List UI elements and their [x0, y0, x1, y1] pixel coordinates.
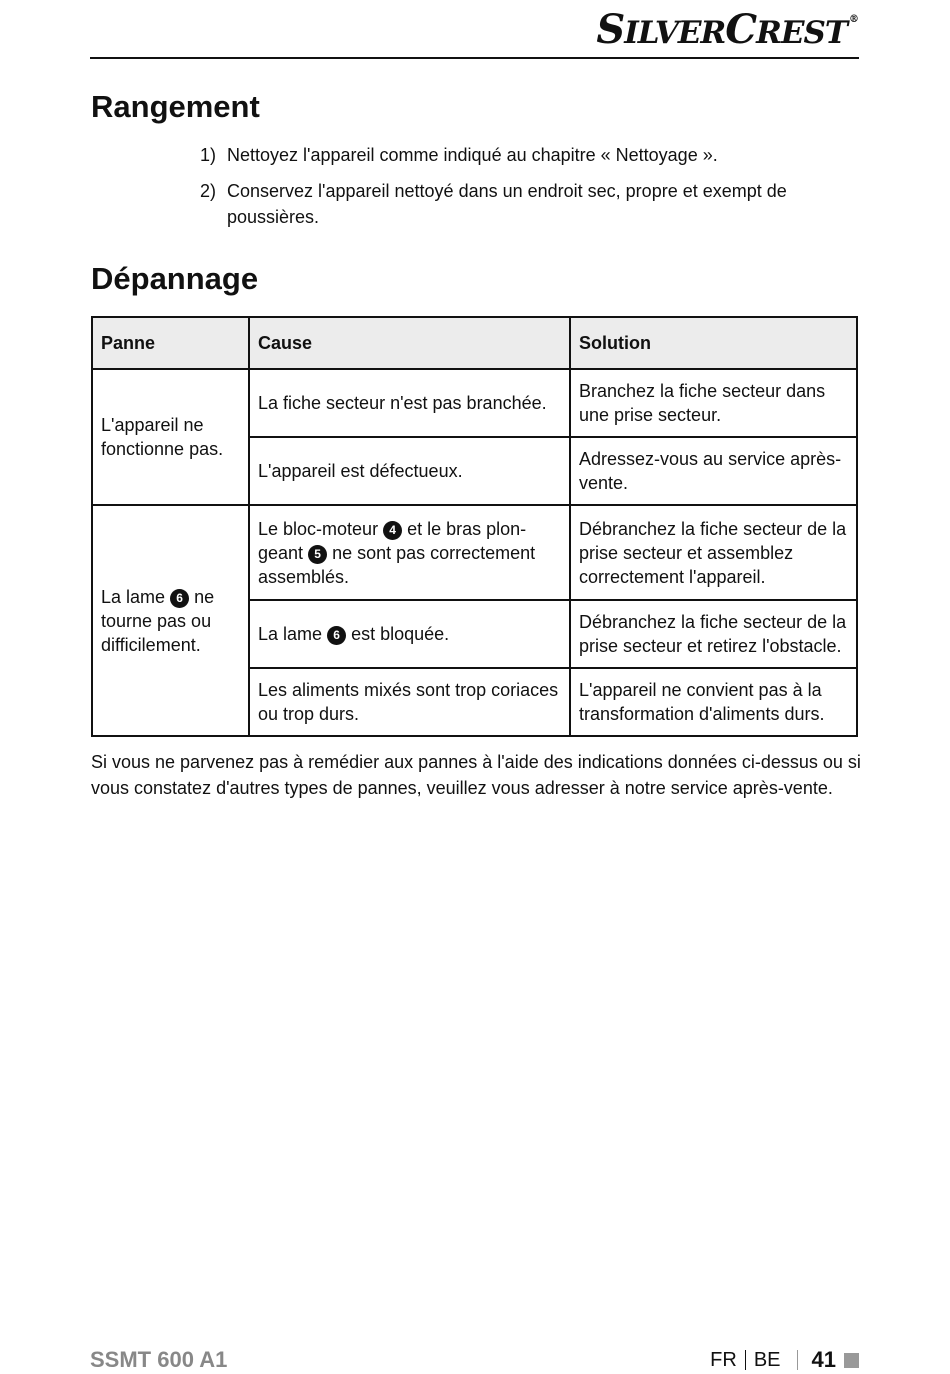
troubleshooting-table — [91, 316, 858, 737]
solution-cell: Débranchez la fiche secteur de la prise secteur et assemblez correctement l'appareil. — [570, 505, 857, 600]
cause-cell: Les aliments mixés sont trop coriaces ou trop durs. — [249, 668, 570, 736]
callout-6-badge: 6 — [327, 626, 346, 645]
panne-cell: L'appareil ne fonctionne pas. — [92, 369, 249, 505]
table-header-row — [92, 317, 857, 369]
header-cause: Cause — [249, 317, 570, 369]
header-panne: Panne — [92, 317, 249, 369]
brand-logo: SILVERCREST ® — [596, 6, 858, 53]
cause-cell: Le bloc-moteur 4 et le bras plon-geant 5 ne sont pas correctement assemblés. — [249, 505, 570, 600]
page-number: 41 — [811, 1347, 836, 1372]
depannage-heading: Dépannage — [91, 261, 259, 296]
step-number: 1) — [200, 145, 217, 165]
panne-cell: La lame 6 ne tourne pas ou difficilement. — [92, 505, 249, 736]
step-text: Nettoyez l'appareil comme indiqué au chapitre « Nettoyage ». — [227, 145, 718, 165]
footer-lang-fr: FR — [710, 1348, 737, 1371]
footer-page-info — [710, 1347, 859, 1373]
cause-cell: La fiche secteur n'est pas branchée. — [249, 369, 570, 437]
solution-cell: L'appareil ne convient pas à la transformation d'aliments durs. — [570, 668, 857, 736]
callout-5-badge: 5 — [308, 545, 327, 564]
header-rule — [90, 57, 859, 59]
cause-cell: La lame 6 est bloquée. — [249, 600, 570, 668]
header-solution: Solution — [570, 317, 857, 369]
troubleshooting-note: Si vous ne parvenez pas à remédier aux pannes à l'aide des indications données ci-dessus ou si vous constatez d'autres types de pannes, veuillez vous adresser à notre service après-vente. — [91, 752, 861, 798]
solution-cell: Branchez la fiche secteur dans une prise secteur. — [570, 369, 857, 437]
table-row — [92, 369, 857, 437]
footer-square-mark — [844, 1353, 859, 1368]
rangement-step-2 — [200, 178, 820, 230]
rangement-step-1 — [200, 142, 820, 168]
callout-4-badge: 4 — [383, 521, 402, 540]
callout-6-badge: 6 — [170, 589, 189, 608]
footer-separator — [797, 1350, 798, 1370]
step-number: 2) — [200, 181, 217, 201]
footer-separator — [745, 1350, 746, 1370]
step-text: Conservez l'appareil nettoyé dans un endroit sec, propre et exempt de poussières. — [227, 181, 787, 227]
footer-model: SSMT 600 A1 — [90, 1347, 228, 1372]
solution-cell: Débranchez la fiche secteur de la prise secteur et retirez l'obstacle. — [570, 600, 857, 668]
footer-lang-be: BE — [753, 1348, 781, 1371]
table-row — [92, 505, 857, 600]
solution-cell: Adressez-vous au service après-vente. — [570, 437, 857, 505]
cause-cell: L'appareil est défectueux. — [249, 437, 570, 505]
rangement-heading: Rangement — [91, 89, 260, 124]
